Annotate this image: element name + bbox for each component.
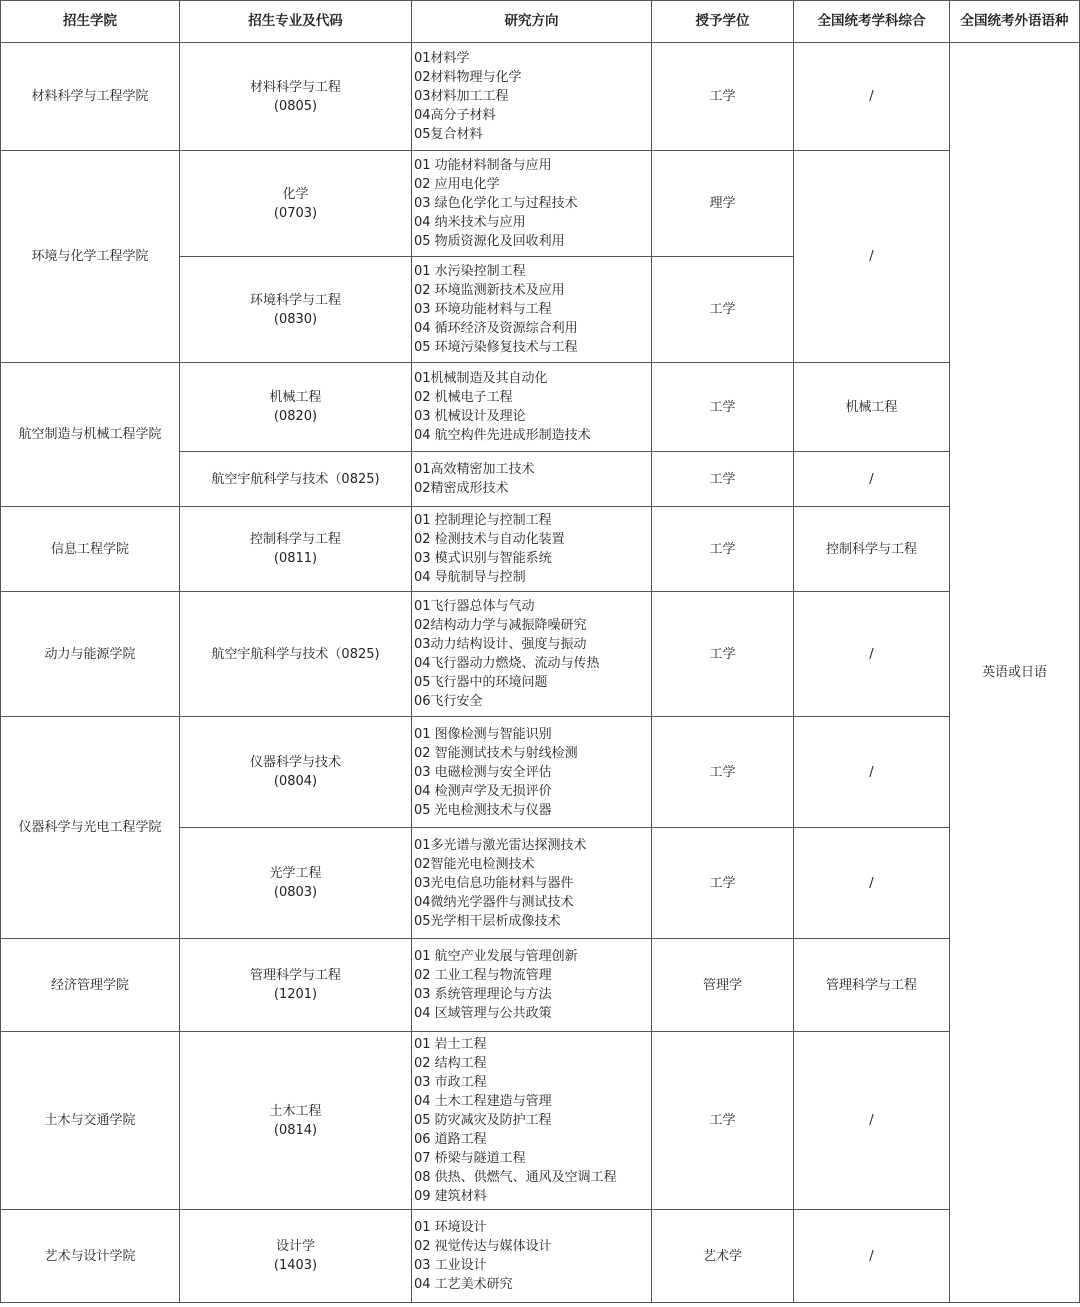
direction-cell — [412, 1032, 652, 1210]
table-row — [1, 1210, 1080, 1303]
direction-item: 03 机械设计及理论 — [414, 409, 526, 424]
major-code: (1201) — [273, 987, 318, 1002]
direction-cell — [412, 43, 652, 151]
college-cell: 航空制造与机械工程学院 — [1, 363, 180, 507]
comprehensive-cell: 机械工程 — [794, 363, 950, 452]
direction-item: 05飞行器中的环境问题 — [414, 675, 548, 690]
direction-cell — [412, 452, 652, 507]
major-code: (0803) — [273, 885, 318, 900]
direction-item: 04 循环经济及资源综合利用 — [414, 321, 578, 336]
direction-item: 01 航空产业发展与管理创新 — [414, 949, 578, 964]
direction-item: 03 绿色化学化工与过程技术 — [414, 196, 578, 211]
direction-item: 04 航空构件先进成形制造技术 — [414, 428, 591, 443]
major-code: (0830) — [273, 311, 318, 327]
header-comprehensive: 全国统考学科综合 — [794, 1, 950, 43]
direction-item: 04 区域管理与公共政策 — [414, 1006, 552, 1021]
direction-cell — [412, 717, 652, 828]
degree-cell: 工学 — [652, 828, 794, 939]
direction-item: 02 智能测试技术与射线检测 — [414, 745, 578, 761]
header-direction: 研究方向 — [412, 1, 652, 43]
direction-item: 01飞行器总体与气动 — [414, 599, 535, 614]
direction-cell — [412, 507, 652, 592]
direction-item: 02结构动力学与减振降噪研究 — [414, 618, 587, 633]
direction-item: 04 导航制导与控制 — [414, 570, 526, 585]
direction-item: 03动力结构设计、强度与振动 — [414, 637, 587, 652]
direction-item: 03 模式识别与智能系统 — [414, 551, 552, 566]
degree-cell: 工学 — [652, 1032, 794, 1210]
comprehensive-cell: / — [794, 151, 950, 363]
direction-item: 01 水污染控制工程 — [414, 264, 526, 279]
direction-cell — [412, 828, 652, 939]
major-cell — [180, 43, 412, 151]
major-code: (0804) — [273, 774, 318, 789]
direction-item: 01 控制理论与控制工程 — [414, 513, 552, 528]
major-code: (1403) — [273, 1258, 318, 1273]
major-cell — [180, 507, 412, 592]
direction-item: 02精密成形技术 — [414, 481, 509, 496]
major-cell — [180, 828, 412, 939]
comprehensive-cell: 管理科学与工程 — [794, 939, 950, 1032]
header-college: 招生学院 — [1, 1, 180, 43]
direction-item: 03 系统管理理论与方法 — [414, 987, 552, 1002]
direction-item: 05光学相干层析成像技术 — [414, 913, 561, 929]
college-cell: 仪器科学与光电工程学院 — [1, 717, 180, 939]
comprehensive-cell: / — [794, 592, 950, 717]
major-cell — [180, 151, 412, 257]
direction-item: 02材料物理与化学 — [414, 70, 522, 85]
direction-item: 01材料学 — [414, 51, 470, 66]
college-cell: 艺术与设计学院 — [1, 1210, 180, 1303]
header-major: 招生专业及代码 — [180, 1, 412, 43]
table-row — [1, 43, 1080, 151]
college-cell: 材料科学与工程学院 — [1, 43, 180, 151]
direction-cell — [412, 151, 652, 257]
direction-item: 05 防灾减灾及防护工程 — [414, 1113, 552, 1128]
direction-item: 01高效精密加工技术 — [414, 462, 535, 477]
major-cell: 航空宇航科学与技术（0825) — [180, 452, 412, 507]
header-foreign-language: 全国统考外语语种 — [950, 1, 1080, 43]
major-cell — [180, 257, 412, 363]
direction-cell — [412, 939, 652, 1032]
direction-cell — [412, 1210, 652, 1303]
direction-item: 01 环境设计 — [414, 1220, 487, 1235]
direction-item: 08 供热、供燃气、通风及空调工程 — [414, 1170, 617, 1185]
direction-item: 03 市政工程 — [414, 1075, 487, 1090]
table-header-row — [1, 1, 1080, 43]
table-row — [1, 363, 1080, 452]
direction-item: 04 纳米技术与应用 — [414, 215, 526, 230]
degree-cell: 工学 — [652, 592, 794, 717]
header-degree: 授予学位 — [652, 1, 794, 43]
direction-item: 01 功能材料制备与应用 — [414, 158, 552, 173]
major-name: 机械工程 — [269, 390, 322, 405]
major-cell — [180, 717, 412, 828]
major-cell — [180, 939, 412, 1032]
degree-cell: 工学 — [652, 452, 794, 507]
direction-item: 03材料加工工程 — [414, 89, 509, 104]
direction-item: 02智能光电检测技术 — [414, 856, 535, 872]
direction-item: 04飞行器动力燃烧、流动与传热 — [414, 656, 600, 671]
direction-item: 01多光谱与激光雷达探测技术 — [414, 837, 587, 853]
direction-item: 04微纳光学器件与测试技术 — [414, 894, 574, 910]
foreign-language-cell: 英语或日语 — [950, 43, 1080, 1303]
direction-item: 05 光电检测技术与仪器 — [414, 802, 552, 818]
direction-item: 04 工艺美术研究 — [414, 1277, 513, 1292]
table-row — [1, 151, 1080, 257]
comprehensive-cell: 控制科学与工程 — [794, 507, 950, 592]
comprehensive-cell: / — [794, 1210, 950, 1303]
direction-item: 02 工业工程与物流管理 — [414, 968, 552, 983]
major-code: (0814) — [273, 1122, 318, 1138]
college-cell: 信息工程学院 — [1, 507, 180, 592]
major-cell: 航空宇航科学与技术（0825) — [180, 592, 412, 717]
direction-item: 04高分子材料 — [414, 108, 496, 123]
direction-item: 05复合材料 — [414, 127, 483, 142]
major-cell — [180, 1032, 412, 1210]
degree-cell: 工学 — [652, 363, 794, 452]
major-name: 光学工程 — [269, 866, 322, 881]
direction-cell — [412, 592, 652, 717]
degree-cell: 工学 — [652, 507, 794, 592]
direction-item: 09 建筑材料 — [414, 1189, 487, 1204]
major-name: 控制科学与工程 — [249, 532, 341, 547]
major-name: 设计学 — [275, 1239, 315, 1254]
college-cell: 动力与能源学院 — [1, 592, 180, 717]
direction-item: 04 检测声学及无损评价 — [414, 783, 552, 799]
table-row — [1, 507, 1080, 592]
direction-item: 01 图像检测与智能识别 — [414, 726, 552, 742]
table-row — [1, 717, 1080, 828]
direction-item: 03 工业设计 — [414, 1258, 487, 1273]
direction-item: 03 环境功能材料与工程 — [414, 302, 552, 317]
degree-cell: 艺术学 — [652, 1210, 794, 1303]
major-name: 化学 — [282, 186, 309, 202]
table-row — [1, 1032, 1080, 1210]
direction-item: 01 岩土工程 — [414, 1037, 487, 1052]
direction-item: 04 土木工程建造与管理 — [414, 1094, 552, 1109]
table-row — [1, 592, 1080, 717]
major-code: (0805) — [273, 98, 318, 114]
major-name: 管理科学与工程 — [249, 968, 341, 983]
direction-item: 06 道路工程 — [414, 1132, 487, 1147]
direction-item: 02 环境监测新技术及应用 — [414, 283, 565, 298]
comprehensive-cell: / — [794, 1032, 950, 1210]
comprehensive-cell: / — [794, 43, 950, 151]
direction-item: 02 机械电子工程 — [414, 390, 513, 405]
direction-item: 02 视觉传达与媒体设计 — [414, 1239, 552, 1254]
major-cell — [180, 1210, 412, 1303]
degree-cell: 工学 — [652, 43, 794, 151]
degree-cell: 工学 — [652, 257, 794, 363]
major-name: 土木工程 — [269, 1103, 322, 1119]
major-code: (0703) — [273, 205, 318, 221]
major-code: (0811) — [273, 551, 318, 566]
college-cell: 环境与化学工程学院 — [1, 151, 180, 363]
direction-item: 03光电信息功能材料与器件 — [414, 875, 574, 891]
direction-item: 02 应用电化学 — [414, 177, 500, 192]
degree-cell: 管理学 — [652, 939, 794, 1032]
direction-item: 05 物质资源化及回收利用 — [414, 234, 565, 249]
major-name: 仪器科学与技术 — [249, 755, 341, 770]
direction-item: 05 环境污染修复技术与工程 — [414, 340, 578, 355]
major-name: 环境科学与工程 — [249, 292, 341, 308]
comprehensive-cell: / — [794, 452, 950, 507]
direction-cell — [412, 257, 652, 363]
comprehensive-cell: / — [794, 717, 950, 828]
direction-cell — [412, 363, 652, 452]
direction-item: 03 电磁检测与安全评估 — [414, 764, 552, 780]
college-cell: 经济管理学院 — [1, 939, 180, 1032]
comprehensive-cell: / — [794, 828, 950, 939]
college-cell: 土木与交通学院 — [1, 1032, 180, 1210]
direction-item: 01机械制造及其自动化 — [414, 371, 548, 386]
table-row — [1, 939, 1080, 1032]
direction-item: 02 检测技术与自动化装置 — [414, 532, 565, 547]
degree-cell: 理学 — [652, 151, 794, 257]
degree-cell: 工学 — [652, 717, 794, 828]
major-code: (0820) — [273, 409, 318, 424]
major-name: 材料科学与工程 — [249, 79, 341, 95]
direction-item: 02 结构工程 — [414, 1056, 487, 1071]
direction-item: 06飞行安全 — [414, 694, 483, 709]
major-cell — [180, 363, 412, 452]
direction-item: 07 桥梁与隧道工程 — [414, 1151, 526, 1166]
